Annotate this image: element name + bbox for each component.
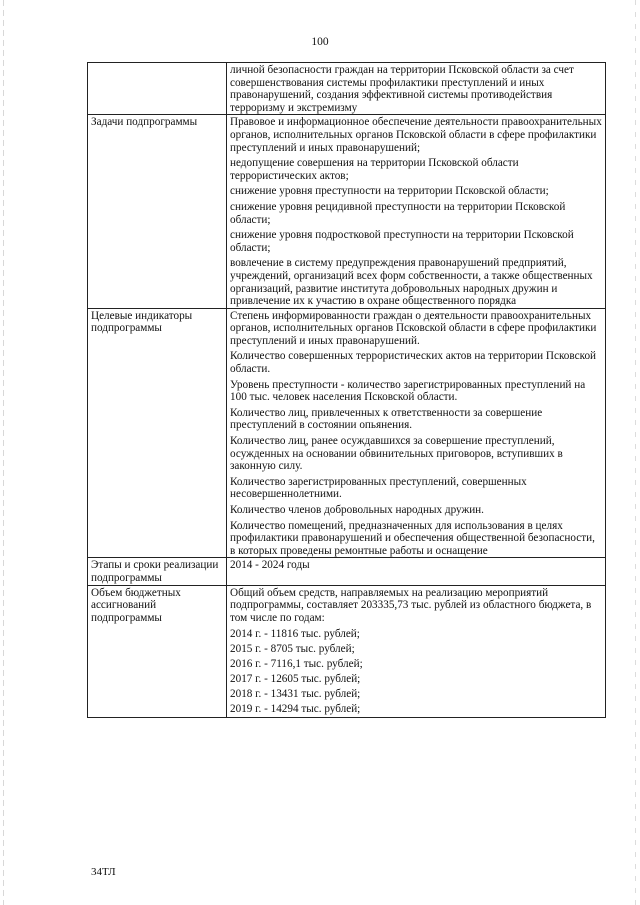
budget-year-item: 2019 г. - 14294 тыс. рублей; xyxy=(230,703,361,716)
row-content xyxy=(227,558,606,585)
passport-table xyxy=(87,62,606,718)
budget-year-item: 2014 г. - 11816 тыс. рублей; xyxy=(230,628,360,641)
document-code: 34ТЛ xyxy=(91,866,116,878)
budget-year-item: 2016 г. - 7116,1 тыс. рублей; xyxy=(230,658,363,671)
row-paragraph: Количество помещений, предназначенных для использования в целях профилактики правонарушений и обеспечения общественной безопасности, в которых проведены ремонтные работы и оснащение xyxy=(230,519,595,557)
row-label: Задачи подпрограммы xyxy=(88,115,227,308)
table-row xyxy=(88,308,606,558)
row-paragraph: Количество совершенных террористических актов на территории Псковской области. xyxy=(230,350,597,376)
row-label xyxy=(88,63,227,115)
row-content xyxy=(227,63,606,115)
row-paragraph: Количество зарегистрированных преступлений, совершенных несовершеннолетними. xyxy=(230,475,527,501)
row-paragraph: Уровень преступности - количество зарегистрированных преступлений на 100 тыс. человек населения Псковской области. xyxy=(230,378,586,404)
row-paragraph: вовлечение в систему предупреждения правонарушений предприятий, учреждений, организаций всех форм собственности, а также общественных организаций, развитие института добровольных народных дружин и привлечение их к участию в охране общественного порядка xyxy=(230,257,593,308)
row-paragraph: Количество лиц, ранее осуждавшихся за совершение преступлений, осужденных на основании обвинительных приговоров, вступивших в законную силу. xyxy=(230,435,563,473)
row-paragraph: Количество лиц, привлеченных к ответственности за совершение преступлений в состоянии опьянения. xyxy=(230,406,543,432)
budget-intro: Общий объем средств, направляемых на реализацию мероприятий подпрограммы, составляет 203335,73 тыс. рублей из областного бюджета, в том числе по годам: xyxy=(230,586,592,624)
row-label: Этапы и сроки реализации подпрограммы xyxy=(88,558,227,585)
table-row xyxy=(88,115,606,308)
table-body xyxy=(88,63,606,718)
page-number: 100 xyxy=(311,36,329,48)
table-row xyxy=(88,63,606,115)
table-row-budget xyxy=(88,585,606,718)
row-paragraph: Количество членов добровольных народных дружин. xyxy=(230,504,484,516)
row-paragraph: снижение уровня рецидивной преступности на территории Псковской области; xyxy=(230,200,566,226)
row-content xyxy=(227,585,606,718)
budget-years-list xyxy=(230,627,602,717)
budget-year-item: 2017 г. - 12605 тыс. рублей; xyxy=(230,673,361,686)
scan-edge-right xyxy=(635,0,636,905)
budget-year-item: 2018 г. - 13431 тыс. рублей; xyxy=(230,688,361,701)
row-paragraph: снижение уровня преступности на территории Псковской области; xyxy=(230,185,549,198)
row-paragraph: Правовое и информационное обеспечение деятельности правоохранительных органов, исполнительных органов Псковской области в сфере профилактики преступлений и иных правонарушений; xyxy=(230,116,602,154)
row-paragraph: Степень информированности граждан о деятельности правоохранительных органов, исполнительных органов Псковской области в сфере профилактики преступлений и иных правонарушений. xyxy=(230,309,597,347)
row-label: Целевые индикаторы подпрограммы xyxy=(88,308,227,558)
scan-edge-left xyxy=(3,0,4,905)
row-label: Объем бюджетных ассигнований подпрограммы xyxy=(88,585,227,718)
row-paragraph: 2014 - 2024 годы xyxy=(230,559,310,572)
row-content xyxy=(227,308,606,558)
table-row xyxy=(88,558,606,585)
row-paragraph: недопущение совершения на территории Псковской области террористических актов; xyxy=(230,157,519,182)
row-paragraph: снижение уровня подростковой преступности на территории Псковской области; xyxy=(230,229,574,254)
row-content xyxy=(227,115,606,308)
budget-year-item: 2015 г. - 8705 тыс. рублей; xyxy=(230,643,355,656)
row-paragraph: личной безопасности граждан на территории Псковской области за счет совершенствования системы профилактики преступлений и иных правонарушений, создания эффективной системы противодействия терроризму и экстремизму xyxy=(230,64,574,114)
